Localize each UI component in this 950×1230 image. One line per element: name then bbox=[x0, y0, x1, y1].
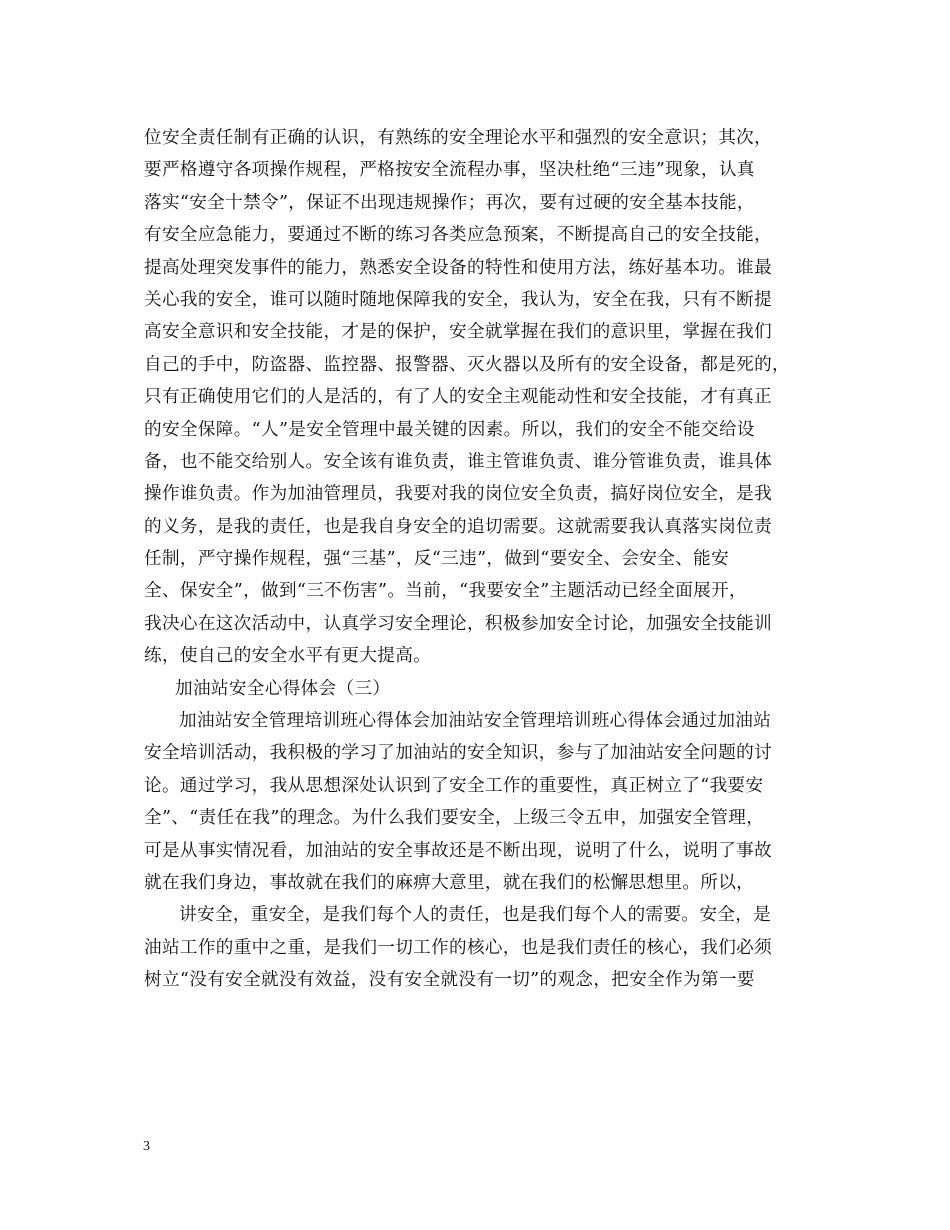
text-line: 要严格遵守各项操作规程，严格按安全流程办事，坚决杜绝“三违”现象，认真 bbox=[144, 160, 755, 181]
text-line: 提高处理突发事件的能力，熟悉安全设备的特性和使用方法，练好基本功。谁最 bbox=[144, 257, 773, 278]
text-line: 全”、“责任在我”的理念。为什么我们要安全，上级三令五申，加强安全管理， bbox=[144, 808, 765, 829]
text-line: 高安全意识和安全技能，才是的保护，安全就掌握在我们的意识里，掌握在我们 bbox=[144, 322, 773, 343]
section-heading: 加油站安全心得体会（三） bbox=[175, 678, 391, 699]
paragraph-first-line: 加油站安全管理培训班心得体会加油站安全管理培训班心得体会通过加油站 bbox=[179, 711, 772, 732]
text-line: 就在我们身边，事故就在我们的麻痹大意里，就在我们的松懈思想里。所以， bbox=[144, 872, 755, 893]
text-line: 只有正确使用它们的人是活的，有了人的安全主观能动性和安全技能，才有真正 bbox=[144, 387, 773, 408]
text-line: 有安全应急能力，要通过不断的练习各类应急预案，不断提高自己的安全技能， bbox=[144, 225, 773, 246]
text-line: 的安全保障。“人”是安全管理中最关键的因素。所以，我们的安全不能交给设 bbox=[144, 419, 755, 440]
text-line: 任制，严守操作规程，强“三基”，反“三违”，做到“要安全、会安全、能安 bbox=[144, 549, 730, 570]
text-line: 落实“安全十禁令”，保证不出现违规操作；再次，要有过硬的安全基本技能， bbox=[144, 192, 755, 213]
text-line: 自己的手中，防盗器、监控器、报警器、灭火器以及所有的安全设备，都是死的， bbox=[144, 354, 790, 375]
text-line: 安全培训活动，我积极的学习了加油站的安全知识，参与了加油站安全问题的讨 bbox=[144, 743, 773, 764]
text-line: 操作谁负责。作为加油管理员，我要对我的岗位安全负责，搞好岗位安全，是我 bbox=[144, 484, 773, 505]
text-line: 全、保安全”，做到“三不伤害”。当前，“我要安全”主题活动已经全面展开， bbox=[144, 581, 747, 602]
paragraph-first-line: 讲安全，重安全，是我们每个人的责任，也是我们每个人的需要。安全，是 bbox=[179, 905, 772, 926]
text-line: 的义务，是我的责任，也是我自身安全的追切需要。这就需要我认真落实岗位责 bbox=[144, 516, 773, 537]
text-line: 树立“没有安全就没有效益，没有安全就没有一切”的观念，把安全作为第一要 bbox=[144, 970, 755, 991]
text-line: 位安全责任制有正确的认识，有熟练的安全理论水平和强烈的安全意识；其次， bbox=[144, 128, 773, 148]
text-line: 论。通过学习，我从思想深处认识到了安全工作的重要性，真正树立了“我要安 bbox=[144, 775, 764, 796]
page-number: 3 bbox=[143, 1139, 150, 1154]
text-line: 关心我的安全，谁可以随时随地保障我的安全，我认为，安全在我，只有不断提 bbox=[144, 289, 773, 310]
text-line: 可是从事实情况看，加油站的安全事故还是不断出现，说明了什么，说明了事故 bbox=[144, 840, 773, 861]
text-line: 练，使自己的安全水平有更大提高。 bbox=[144, 646, 432, 667]
text-line: 备，也不能交给别人。安全该有谁负责，谁主管谁负责、谁分管谁负责，谁具体 bbox=[144, 451, 773, 472]
text-line: 油站工作的重中之重，是我们一切工作的核心，也是我们责任的核心，我们必须 bbox=[144, 937, 773, 958]
document-body bbox=[144, 122, 824, 997]
text-line: 我决心在这次活动中，认真学习安全理论，积极参加安全讨论，加强安全技能训 bbox=[144, 613, 773, 634]
